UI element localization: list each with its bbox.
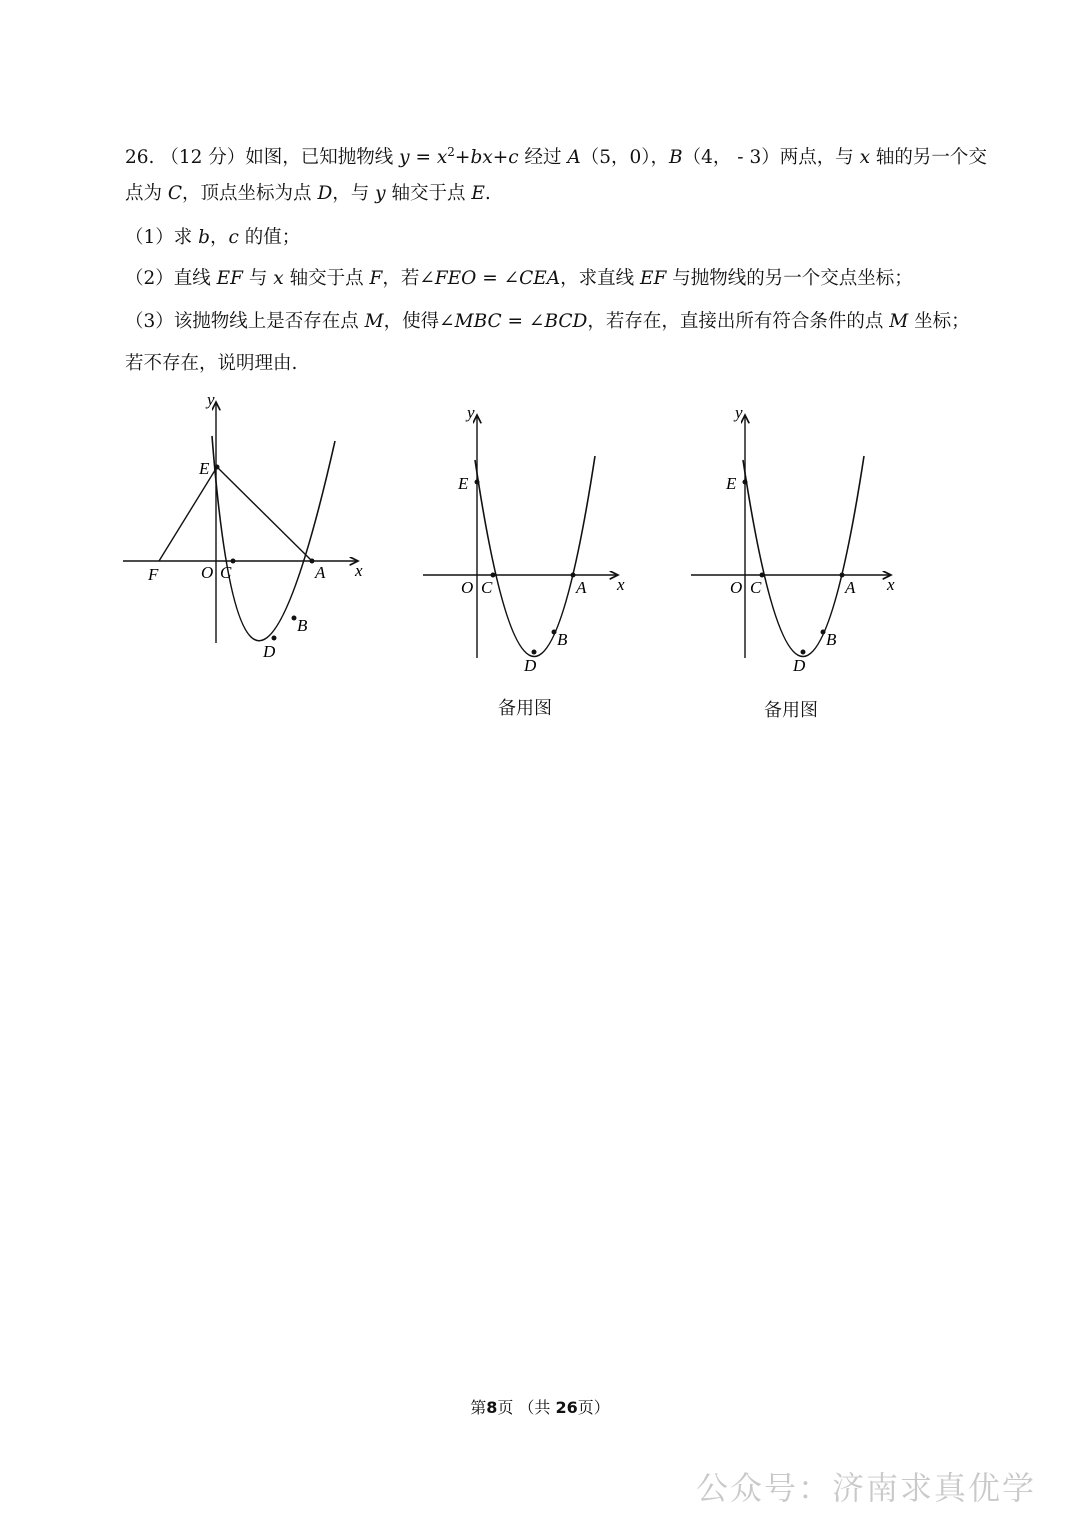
point-e — [743, 480, 748, 485]
page-footer: 第8页 （共 26页） — [470, 1398, 610, 1417]
label-a: A — [845, 578, 856, 597]
label-e: E — [726, 474, 737, 493]
figure-main — [115, 388, 375, 678]
point-e — [475, 480, 480, 485]
label-f: F — [148, 565, 159, 584]
point-c — [491, 573, 496, 578]
caption-backup-2: 备用图 — [764, 700, 818, 721]
label-e: E — [199, 459, 210, 478]
point-b — [292, 616, 297, 621]
label-a: A — [576, 578, 587, 597]
label-d: D — [793, 656, 806, 675]
label-c: C — [481, 578, 493, 597]
parabola — [212, 436, 335, 641]
question-line-1: 26. （12 分）如图，已知抛物线 $y = x^2+bx+c$ 经过 A（5，0），B（4， - 3）两点，与 x 轴的另一个交 — [125, 145, 987, 168]
point-a — [571, 573, 576, 578]
caption-backup-1: 备用图 — [498, 698, 552, 719]
point-e — [215, 465, 220, 470]
label-x: x — [887, 575, 895, 594]
point-d — [532, 650, 537, 655]
label-b: B — [826, 630, 837, 649]
parabola — [475, 456, 595, 657]
question-part-3: （3）该抛物线上是否存在点 M，使得∠MBC = ∠BCD，若存在，直接出所有符合条件的点 M 坐标； — [125, 311, 970, 332]
label-d: D — [524, 656, 537, 675]
point-b — [552, 630, 557, 635]
point-d — [272, 636, 277, 641]
line-ef — [159, 467, 217, 561]
question-line-2: 点为 C，顶点坐标为点 D，与 y 轴交于点 E. — [125, 183, 491, 204]
question-score: （12 分） — [160, 147, 246, 168]
label-e: E — [458, 474, 469, 493]
parabola — [743, 456, 864, 657]
page-number: 8 — [486, 1398, 498, 1417]
figure-backup-1 — [415, 398, 635, 680]
label-y: y — [467, 403, 475, 422]
point-a — [840, 573, 845, 578]
label-x: x — [355, 561, 363, 580]
point-c — [760, 573, 765, 578]
question-part-3-cont: 若不存在，说明理由. — [125, 353, 298, 374]
label-o: O — [461, 578, 474, 597]
label-y: y — [735, 403, 743, 422]
label-o: O — [730, 578, 743, 597]
point-b — [821, 630, 826, 635]
label-c: C — [220, 563, 232, 582]
label-y: y — [207, 390, 215, 409]
question-part-1: （1）求 b，c 的值； — [125, 227, 301, 248]
label-o: O — [201, 563, 214, 582]
watermark: 公众号：济南求真优学 — [695, 1469, 1036, 1507]
line-ea — [217, 467, 312, 561]
label-x: x — [617, 575, 625, 594]
figure-backup-2 — [683, 398, 903, 680]
page-total: 26 — [555, 1398, 578, 1417]
point-d — [801, 650, 806, 655]
question-number: 26. — [125, 147, 155, 168]
label-a: A — [315, 563, 326, 582]
label-b: B — [557, 630, 568, 649]
point-a — [310, 559, 315, 564]
label-c: C — [750, 578, 762, 597]
question-part-2: （2）直线 EF 与 x 轴交于点 F，若∠FEO = ∠CEA，求直线 EF 与抛物线的另一个交点坐标； — [125, 268, 913, 289]
label-d: D — [263, 642, 276, 661]
label-b: B — [297, 616, 308, 635]
